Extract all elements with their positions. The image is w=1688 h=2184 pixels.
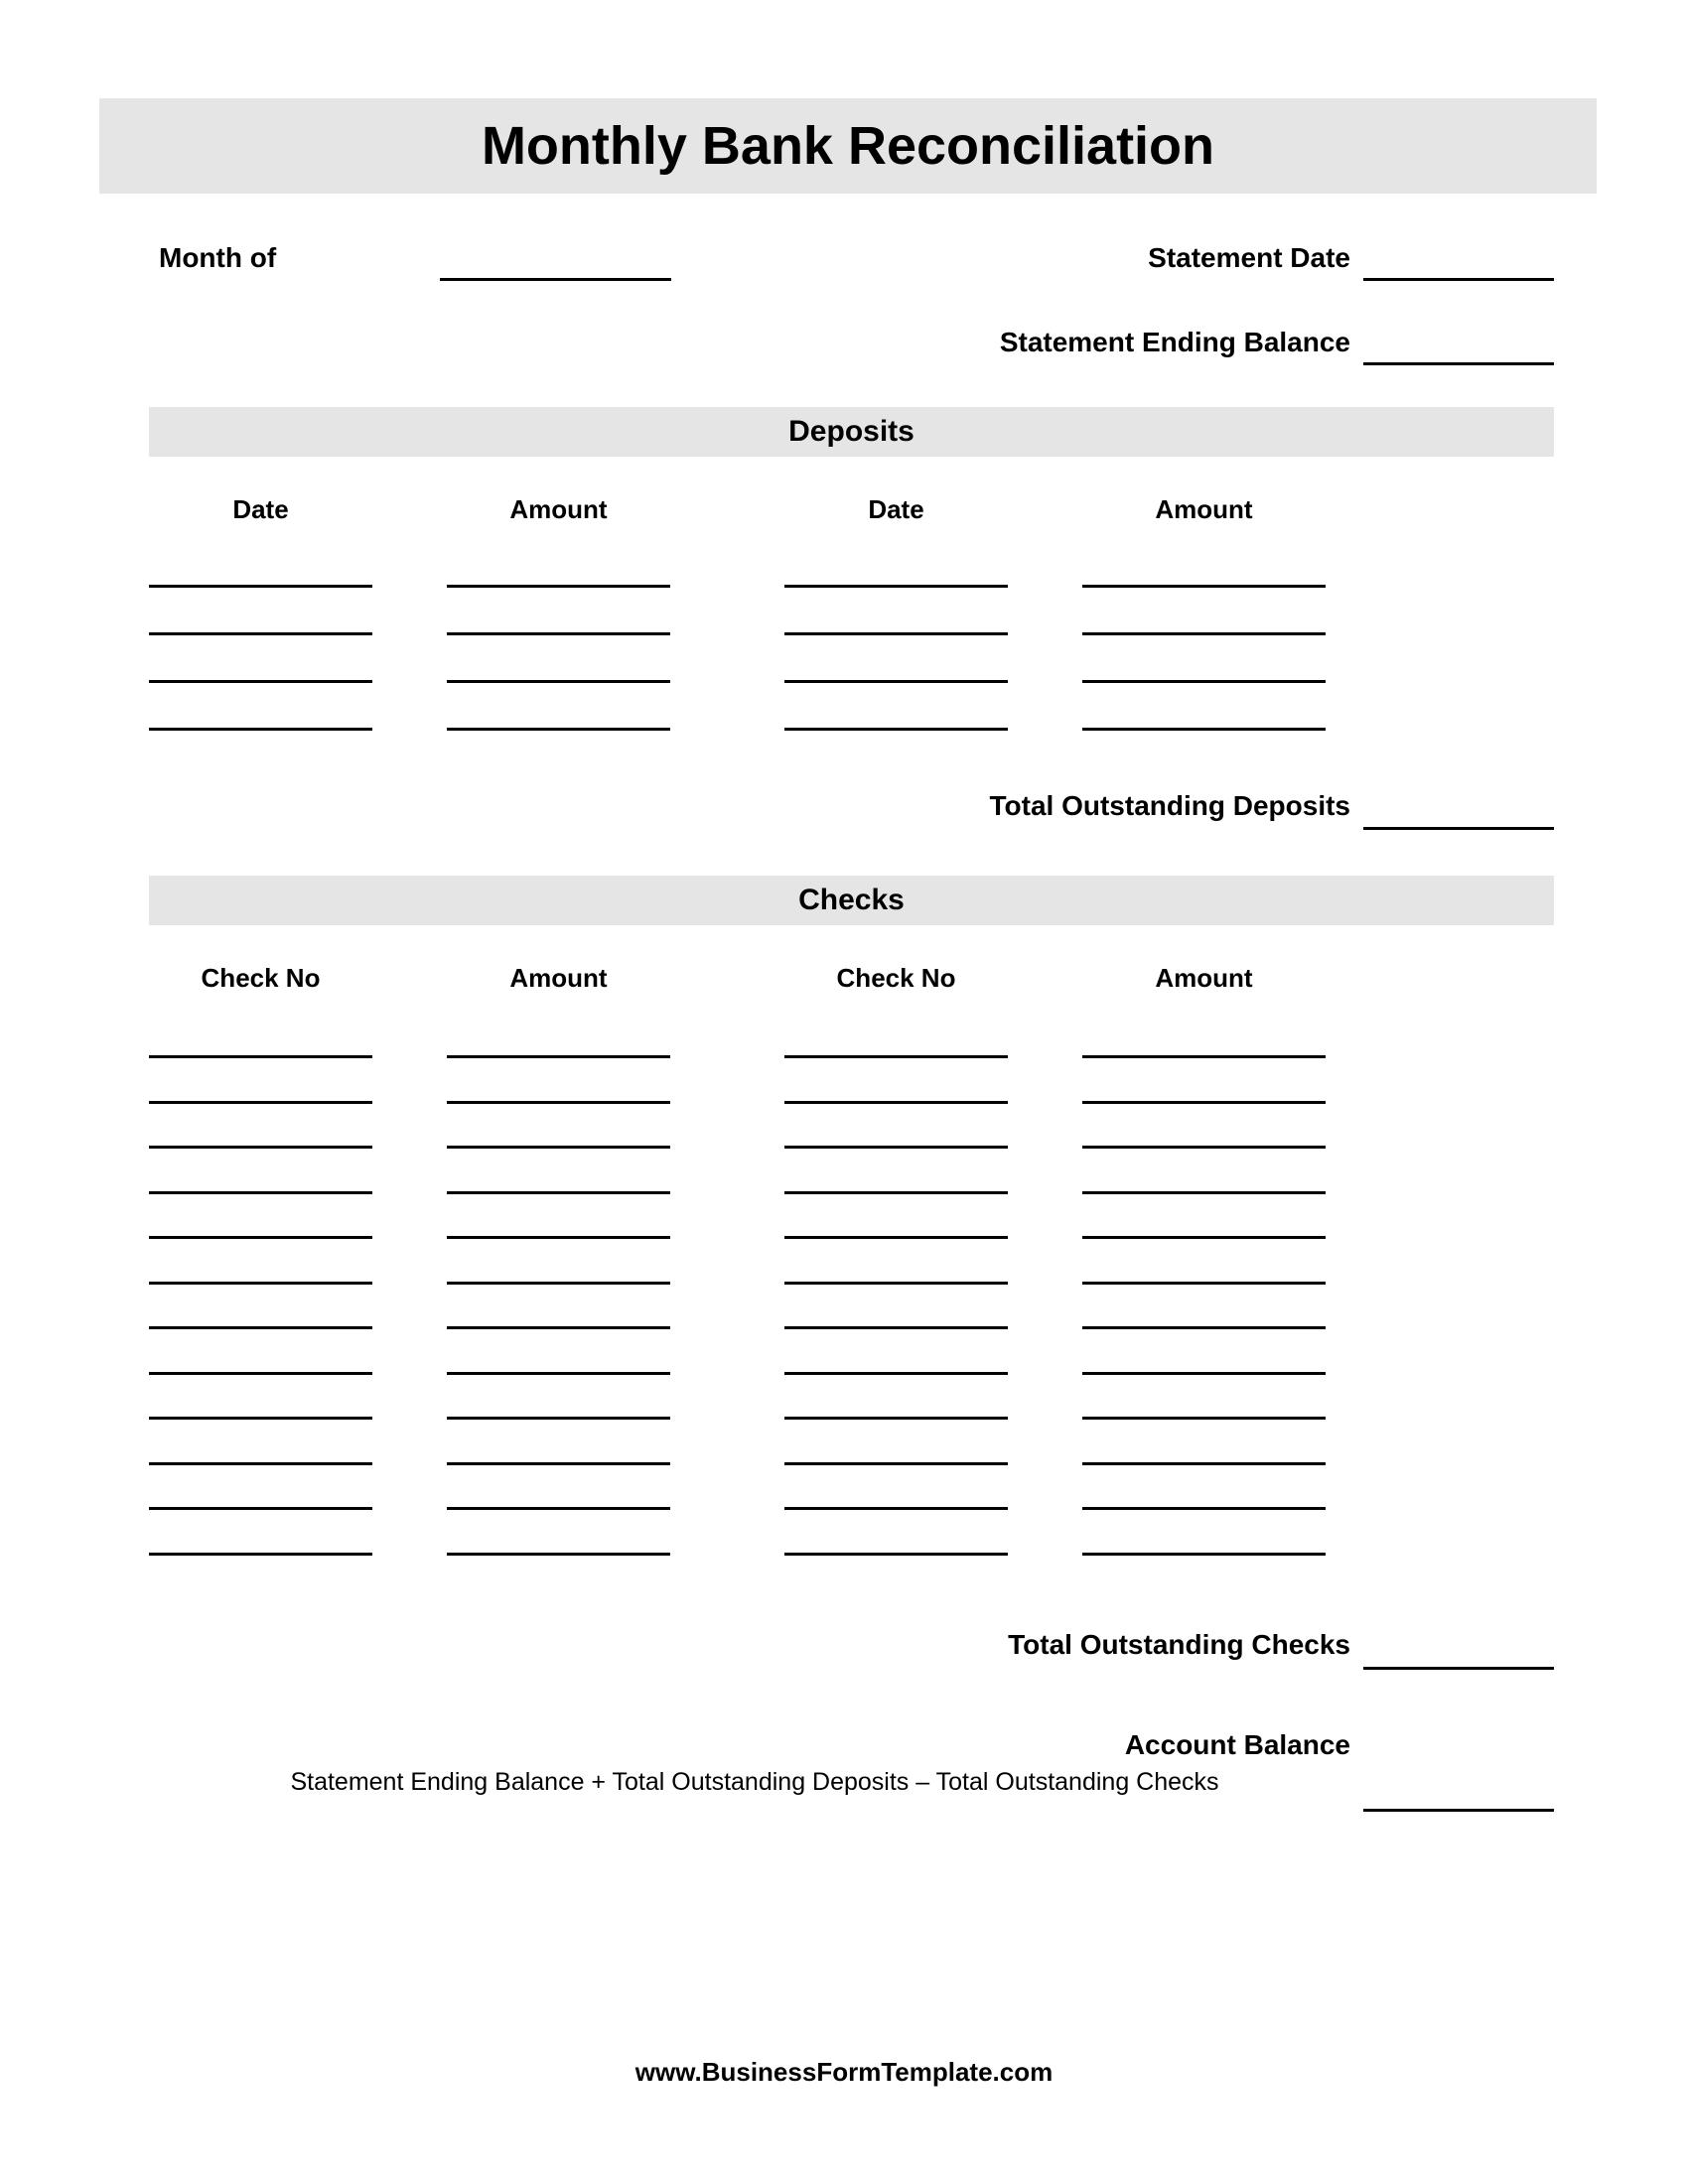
checks-section-label: Checks (798, 884, 905, 916)
check-row-4-amount-right[interactable] (1082, 1191, 1326, 1194)
deposit-row-1-date-left[interactable] (149, 585, 372, 588)
deposit-row-3-date-right[interactable] (784, 680, 1008, 683)
check-row-11-check-no-right[interactable] (784, 1507, 1008, 1510)
statement-ending-balance-label: Statement Ending Balance (999, 327, 1350, 357)
footer-url: www.BusinessFormTemplate.com (634, 2057, 1054, 2087)
check-row-10-check-no-right[interactable] (784, 1462, 1008, 1465)
check-row-2-amount-right[interactable] (1082, 1101, 1326, 1104)
check-row-3-check-no-right[interactable] (784, 1146, 1008, 1149)
total-outstanding-checks-label: Total Outstanding Checks (1008, 1629, 1350, 1660)
deposits-column-header-amount-right: Amount (1155, 494, 1253, 524)
checks-section-header (149, 876, 1554, 925)
deposit-row-2-date-right[interactable] (784, 632, 1008, 635)
deposits-column-header-date-left: Date (232, 494, 289, 524)
check-row-12-check-no-right[interactable] (784, 1553, 1008, 1556)
statement-date-label: Statement Date (1148, 242, 1350, 273)
check-row-9-amount-left[interactable] (447, 1417, 670, 1420)
check-row-6-check-no-left[interactable] (149, 1282, 372, 1285)
check-row-2-check-no-right[interactable] (784, 1101, 1008, 1104)
check-row-6-amount-left[interactable] (447, 1282, 670, 1285)
account-balance-label: Account Balance (1124, 1729, 1350, 1760)
check-row-9-amount-right[interactable] (1082, 1417, 1326, 1420)
check-row-9-check-no-right[interactable] (784, 1417, 1008, 1420)
check-row-10-amount-left[interactable] (447, 1462, 670, 1465)
deposits-section-header (149, 407, 1554, 457)
check-row-8-check-no-right[interactable] (784, 1372, 1008, 1375)
account-balance-input[interactable] (1363, 1809, 1554, 1812)
check-row-1-amount-left[interactable] (447, 1055, 670, 1058)
check-row-1-check-no-left[interactable] (149, 1055, 372, 1058)
total-outstanding-deposits-label: Total Outstanding Deposits (989, 790, 1350, 821)
check-row-6-check-no-right[interactable] (784, 1282, 1008, 1285)
page-title: Monthly Bank Reconciliation (481, 116, 1215, 176)
check-row-11-amount-right[interactable] (1082, 1507, 1326, 1510)
check-row-12-check-no-left[interactable] (149, 1553, 372, 1556)
total-outstanding-checks-input[interactable] (1363, 1667, 1554, 1670)
deposit-row-4-amount-right[interactable] (1082, 728, 1326, 731)
deposits-column-header-date-right: Date (868, 494, 924, 524)
deposit-row-1-amount-right[interactable] (1082, 585, 1326, 588)
check-row-2-amount-left[interactable] (447, 1101, 670, 1104)
deposit-row-3-date-left[interactable] (149, 680, 372, 683)
check-row-3-amount-right[interactable] (1082, 1146, 1326, 1149)
check-row-5-check-no-right[interactable] (784, 1236, 1008, 1239)
check-row-4-check-no-right[interactable] (784, 1191, 1008, 1194)
total-outstanding-deposits-input[interactable] (1363, 827, 1554, 830)
check-row-7-amount-left[interactable] (447, 1326, 670, 1329)
checks-column-header-amount-left: Amount (509, 963, 608, 993)
check-row-5-check-no-left[interactable] (149, 1236, 372, 1239)
check-row-12-amount-left[interactable] (447, 1553, 670, 1556)
month-of-label: Month of (159, 242, 277, 273)
deposits-column-header-amount-left: Amount (509, 494, 608, 524)
check-row-4-amount-left[interactable] (447, 1191, 670, 1194)
deposit-row-2-date-left[interactable] (149, 632, 372, 635)
check-row-1-amount-right[interactable] (1082, 1055, 1326, 1058)
deposits-section-label: Deposits (788, 415, 914, 448)
check-row-12-amount-right[interactable] (1082, 1553, 1326, 1556)
check-row-6-amount-right[interactable] (1082, 1282, 1326, 1285)
check-row-1-check-no-right[interactable] (784, 1055, 1008, 1058)
checks-column-header-check-no-right: Check No (836, 963, 956, 993)
deposit-row-4-amount-left[interactable] (447, 728, 670, 731)
check-row-8-amount-left[interactable] (447, 1372, 670, 1375)
check-row-4-check-no-left[interactable] (149, 1191, 372, 1194)
checks-column-header-check-no-left: Check No (201, 963, 321, 993)
deposit-row-4-date-left[interactable] (149, 728, 372, 731)
check-row-2-check-no-left[interactable] (149, 1101, 372, 1104)
check-row-11-amount-left[interactable] (447, 1507, 670, 1510)
check-row-10-amount-right[interactable] (1082, 1462, 1326, 1465)
check-row-8-amount-right[interactable] (1082, 1372, 1326, 1375)
deposit-row-1-amount-left[interactable] (447, 585, 670, 588)
month-of-input[interactable] (440, 278, 671, 281)
statement-ending-balance-input[interactable] (1363, 362, 1554, 365)
check-row-7-check-no-right[interactable] (784, 1326, 1008, 1329)
check-row-11-check-no-left[interactable] (149, 1507, 372, 1510)
check-row-10-check-no-left[interactable] (149, 1462, 372, 1465)
check-row-7-check-no-left[interactable] (149, 1326, 372, 1329)
account-balance-formula: Statement Ending Balance + Total Outstanding Deposits – Total Outstanding Checks (290, 1768, 1219, 1796)
check-row-5-amount-left[interactable] (447, 1236, 670, 1239)
check-row-3-check-no-left[interactable] (149, 1146, 372, 1149)
deposit-row-1-date-right[interactable] (784, 585, 1008, 588)
statement-date-input[interactable] (1363, 278, 1554, 281)
check-row-5-amount-right[interactable] (1082, 1236, 1326, 1239)
deposit-row-2-amount-left[interactable] (447, 632, 670, 635)
check-row-9-check-no-left[interactable] (149, 1417, 372, 1420)
form-title-banner (99, 98, 1597, 194)
deposit-row-4-date-right[interactable] (784, 728, 1008, 731)
check-row-7-amount-right[interactable] (1082, 1326, 1326, 1329)
check-row-8-check-no-left[interactable] (149, 1372, 372, 1375)
checks-column-header-amount-right: Amount (1155, 963, 1253, 993)
deposit-row-3-amount-right[interactable] (1082, 680, 1326, 683)
check-row-3-amount-left[interactable] (447, 1146, 670, 1149)
deposit-row-2-amount-right[interactable] (1082, 632, 1326, 635)
deposit-row-3-amount-left[interactable] (447, 680, 670, 683)
